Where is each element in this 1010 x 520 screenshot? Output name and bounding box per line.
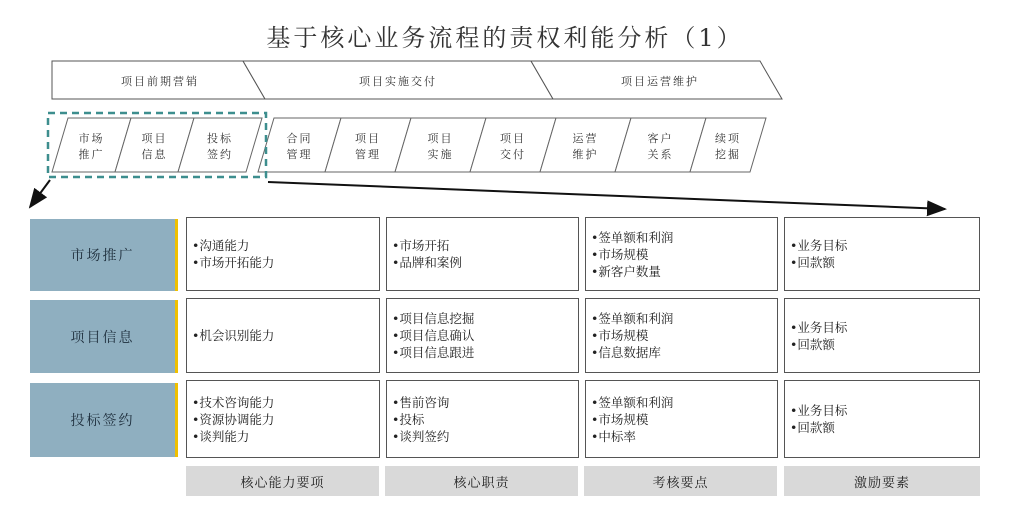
process-step-label: 维护 bbox=[572, 148, 599, 161]
process-step-label: 交付 bbox=[500, 148, 526, 161]
left-arrow bbox=[30, 180, 50, 207]
matrix-cell-item: • 市场开拓能力 bbox=[192, 254, 274, 271]
matrix-cell-item: • 谈判签约 bbox=[392, 428, 449, 445]
process-step-label: 推广 bbox=[78, 148, 105, 161]
matrix-cell-item: • 市场规模 bbox=[591, 327, 673, 344]
matrix-cell-item: • 业务目标 bbox=[790, 237, 847, 254]
matrix-cell-item: • 技术咨询能力 bbox=[192, 394, 274, 411]
matrix-cell-item: • 沟通能力 bbox=[192, 237, 274, 254]
matrix-cell-item: • 售前咨询 bbox=[392, 394, 449, 411]
right-arrow bbox=[268, 182, 945, 209]
process-step-label: 签约 bbox=[207, 148, 233, 161]
matrix-cell-item: • 回款额 bbox=[790, 336, 847, 353]
process-step-label: 续项 bbox=[715, 132, 741, 145]
matrix-cell bbox=[784, 298, 980, 373]
process-step-label: 信息 bbox=[141, 148, 168, 161]
matrix-cell-item: • 信息数据库 bbox=[591, 344, 673, 361]
row-label-market: 市场推广 bbox=[30, 219, 178, 291]
matrix-cell-item: • 业务目标 bbox=[790, 402, 847, 419]
row-label-bid: 投标签约 bbox=[30, 383, 178, 457]
process-step-label: 挖掘 bbox=[715, 148, 741, 161]
process-step-label: 管理 bbox=[286, 148, 313, 161]
matrix-cell bbox=[186, 217, 380, 291]
matrix-cell-item: • 业务目标 bbox=[790, 319, 847, 336]
matrix-cell bbox=[386, 298, 579, 373]
phase-label: 项目运营维护 bbox=[621, 75, 699, 88]
matrix-cell-item: • 市场规模 bbox=[591, 411, 673, 428]
matrix-cell-item: • 签单额和利润 bbox=[591, 394, 673, 411]
matrix-cell bbox=[186, 298, 380, 373]
matrix-cell-item: • 项目信息挖掘 bbox=[392, 310, 474, 327]
column-label-assess: 考核要点 bbox=[584, 466, 777, 496]
row-label-info: 项目信息 bbox=[30, 300, 178, 373]
process-step-label: 客户 bbox=[647, 132, 674, 145]
matrix-cell bbox=[186, 380, 380, 458]
matrix-cell bbox=[784, 217, 980, 291]
matrix-cell bbox=[386, 380, 579, 458]
matrix-cell bbox=[585, 380, 778, 458]
process-step-label: 项目 bbox=[500, 132, 526, 145]
matrix-cell-item: • 机会识别能力 bbox=[192, 327, 274, 344]
process-step-label: 市场 bbox=[78, 132, 105, 145]
matrix-cell-item: • 资源协调能力 bbox=[192, 411, 274, 428]
matrix-cell bbox=[585, 298, 778, 373]
process-step-label: 项目 bbox=[141, 132, 168, 145]
matrix-cell bbox=[585, 217, 778, 291]
column-label-ability: 核心能力要项 bbox=[186, 466, 379, 496]
matrix-cell-item: • 签单额和利润 bbox=[591, 310, 673, 327]
process-step-label: 项目 bbox=[427, 132, 454, 145]
page-title: 基于核心业务流程的责权利能分析（1） bbox=[266, 24, 744, 52]
matrix-cell-item: • 中标率 bbox=[591, 428, 673, 445]
column-label-incentive: 激励要素 bbox=[784, 466, 980, 496]
matrix-cell bbox=[386, 217, 579, 291]
matrix-cell bbox=[784, 380, 980, 458]
matrix-cell-item: • 新客户数量 bbox=[591, 263, 673, 280]
matrix-cell-item: • 品牌和案例 bbox=[392, 254, 462, 271]
process-step-label: 投标 bbox=[207, 132, 233, 145]
process-step-label: 运营 bbox=[572, 132, 599, 145]
process-step-label: 关系 bbox=[647, 148, 674, 161]
matrix-cell-item: • 项目信息跟进 bbox=[392, 344, 474, 361]
matrix-cell-item: • 回款额 bbox=[790, 419, 847, 436]
process-step-label: 管理 bbox=[355, 148, 381, 161]
phase-label: 项目前期营销 bbox=[121, 75, 199, 88]
matrix-cell-item: • 项目信息确认 bbox=[392, 327, 474, 344]
matrix-cell-item: • 谈判能力 bbox=[192, 428, 274, 445]
process-step-label: 合同 bbox=[286, 132, 313, 145]
matrix-cell-item: • 投标 bbox=[392, 411, 449, 428]
process-step-label: 项目 bbox=[355, 132, 381, 145]
matrix-cell-item: • 市场规模 bbox=[591, 246, 673, 263]
matrix-cell-item: • 回款额 bbox=[790, 254, 847, 271]
phase-label: 项目实施交付 bbox=[359, 75, 437, 88]
matrix-cell-item: • 签单额和利润 bbox=[591, 229, 673, 246]
matrix-cell-item: • 市场开拓 bbox=[392, 237, 462, 254]
column-label-duty: 核心职责 bbox=[385, 466, 578, 496]
process-step-label: 实施 bbox=[427, 148, 454, 161]
